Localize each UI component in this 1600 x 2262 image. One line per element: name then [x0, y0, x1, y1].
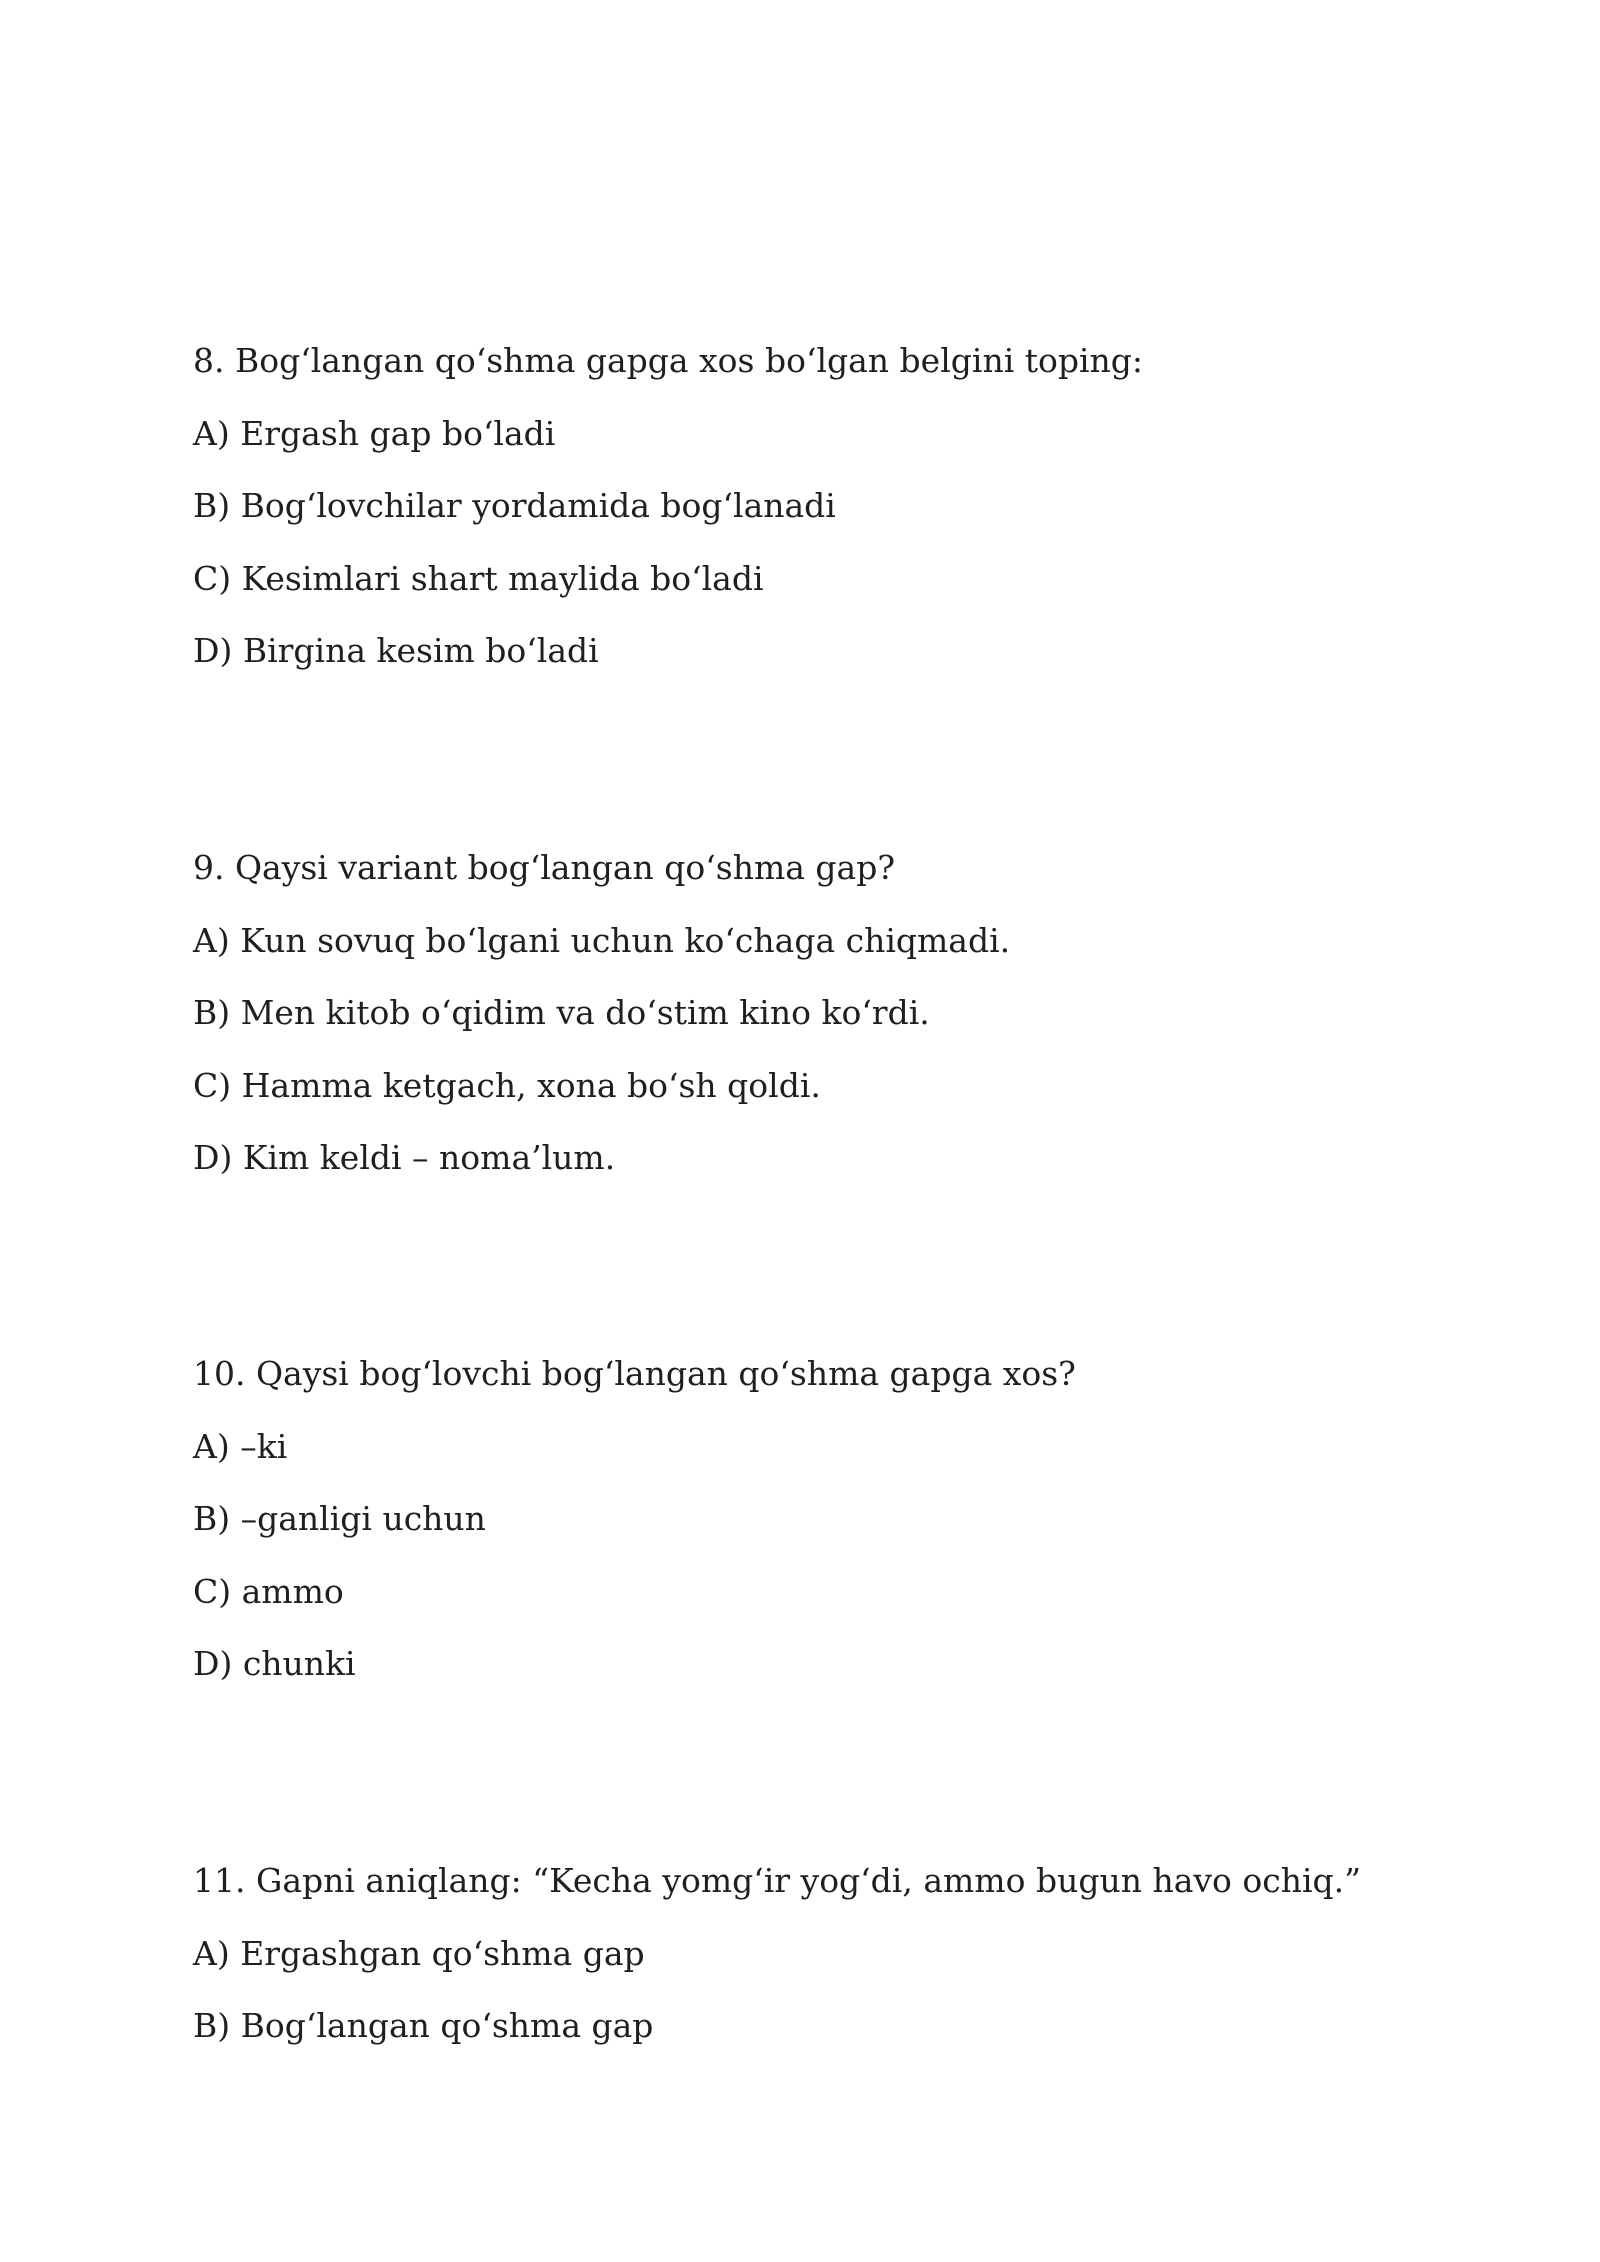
answer-option-a: A) Ergashgan qo‘shma gap — [193, 1933, 645, 1973]
answer-option-d: D) chunki — [193, 1644, 356, 1683]
answer-option-d: D) Birgina kesim bo‘ladi — [193, 631, 599, 670]
answer-option-c: C) Hamma ketgach, xona bo‘sh qoldi. — [193, 1065, 821, 1105]
question-prompt: 8. Bog‘langan qo‘shma gapga xos bo‘lgan belgini toping: — [193, 341, 1144, 380]
answer-option-b: B) –ganligi uchun — [193, 1499, 486, 1538]
question-prompt: 10. Qaysi bog‘lovchi bog‘langan qo‘shma gapga xos? — [193, 1354, 1076, 1393]
question-prompt: 9. Qaysi variant bog‘langan qo‘shma gap? — [193, 848, 896, 887]
question-10 — [193, 1354, 1493, 1717]
answer-option-b: B) Bog‘langan qo‘shma gap — [193, 2006, 654, 2045]
answer-option-c: C) Kesimlari shart maylida bo‘ladi — [193, 558, 764, 598]
answer-option-b: B) Men kitob o‘qidim va do‘stim kino ko‘rdi. — [193, 993, 930, 1032]
answer-option-d: D) Kim keldi – noma’lum. — [193, 1138, 616, 1177]
answer-option-c: C) ammo — [193, 1571, 344, 1611]
question-prompt: 11. Gapni aniqlang: “Kecha yomg‘ir yog‘di, ammo bugun havo ochiq.” — [193, 1861, 1362, 1900]
question-8 — [193, 341, 1493, 704]
answer-option-b: B) Bog‘lovchilar yordamida bog‘lanadi — [193, 486, 836, 525]
question-9 — [193, 848, 1493, 1211]
answer-option-a: A) Ergash gap bo‘ladi — [193, 413, 556, 453]
question-11 — [193, 1861, 1493, 2079]
answer-option-a: A) –ki — [193, 1426, 288, 1466]
answer-option-a: A) Kun sovuq bo‘lgani uchun ko‘chaga chiqmadi. — [193, 920, 1011, 960]
